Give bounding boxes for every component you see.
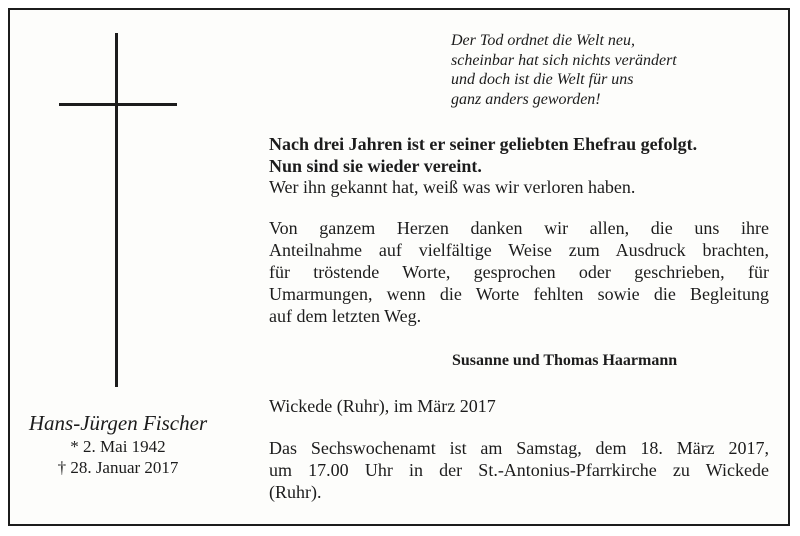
service-line: um 17.00 Uhr in der St.-Antonius-Pfarrkirche zu Wickede <box>269 460 769 480</box>
paragraph-remembrance: Wer ihn gekannt hat, weiß was wir verloren haben. <box>269 177 636 197</box>
thanks-line: auf dem letzten Weg. <box>269 306 422 326</box>
paragraph-thanks <box>269 217 769 327</box>
poem-line: scheinbar hat sich nichts verändert <box>451 51 677 69</box>
cross-vertical-bar <box>115 33 118 387</box>
thanks-line: Umarmungen, wenn die Worte fehlten sowie die Begleitung <box>269 284 769 304</box>
deceased-info <box>20 410 216 478</box>
service-line: (Ruhr). <box>269 482 322 502</box>
deceased-name: Hans-Jürgen Fischer <box>28 411 208 435</box>
lead-line: Nun sind sie wieder vereint. <box>269 156 482 176</box>
thanks-line: Anteilnahme auf vielfältige Weise zum Ausdruck brachten, <box>269 240 769 260</box>
death-date: † 28. Januar 2017 <box>57 458 179 477</box>
cross-horizontal-bar <box>59 103 177 106</box>
thanks-line: für tröstende Worte, gesprochen oder geschrieben, für <box>269 262 769 282</box>
poem-line: ganz anders geworden! <box>451 90 601 108</box>
signers: Susanne und Thomas Haarmann <box>452 352 678 369</box>
lead-statement <box>269 133 784 177</box>
poem <box>451 31 781 109</box>
paragraph-service <box>269 437 769 503</box>
poem-line: und doch ist die Welt für uns <box>451 71 634 88</box>
place-date: Wickede (Ruhr), im März 2017 <box>269 396 496 416</box>
poem-line: Der Tod ordnet die Welt neu, <box>451 32 635 49</box>
birth-date: * 2. Mai 1942 <box>70 437 166 456</box>
thanks-line: Von ganzem Herzen danken wir allen, die uns ihre <box>269 218 769 238</box>
service-line: Das Sechswochenamt ist am Samstag, dem 18. März 2017, <box>269 438 769 458</box>
lead-line: Nach drei Jahren ist er seiner geliebten Ehefrau gefolgt. <box>269 134 698 154</box>
